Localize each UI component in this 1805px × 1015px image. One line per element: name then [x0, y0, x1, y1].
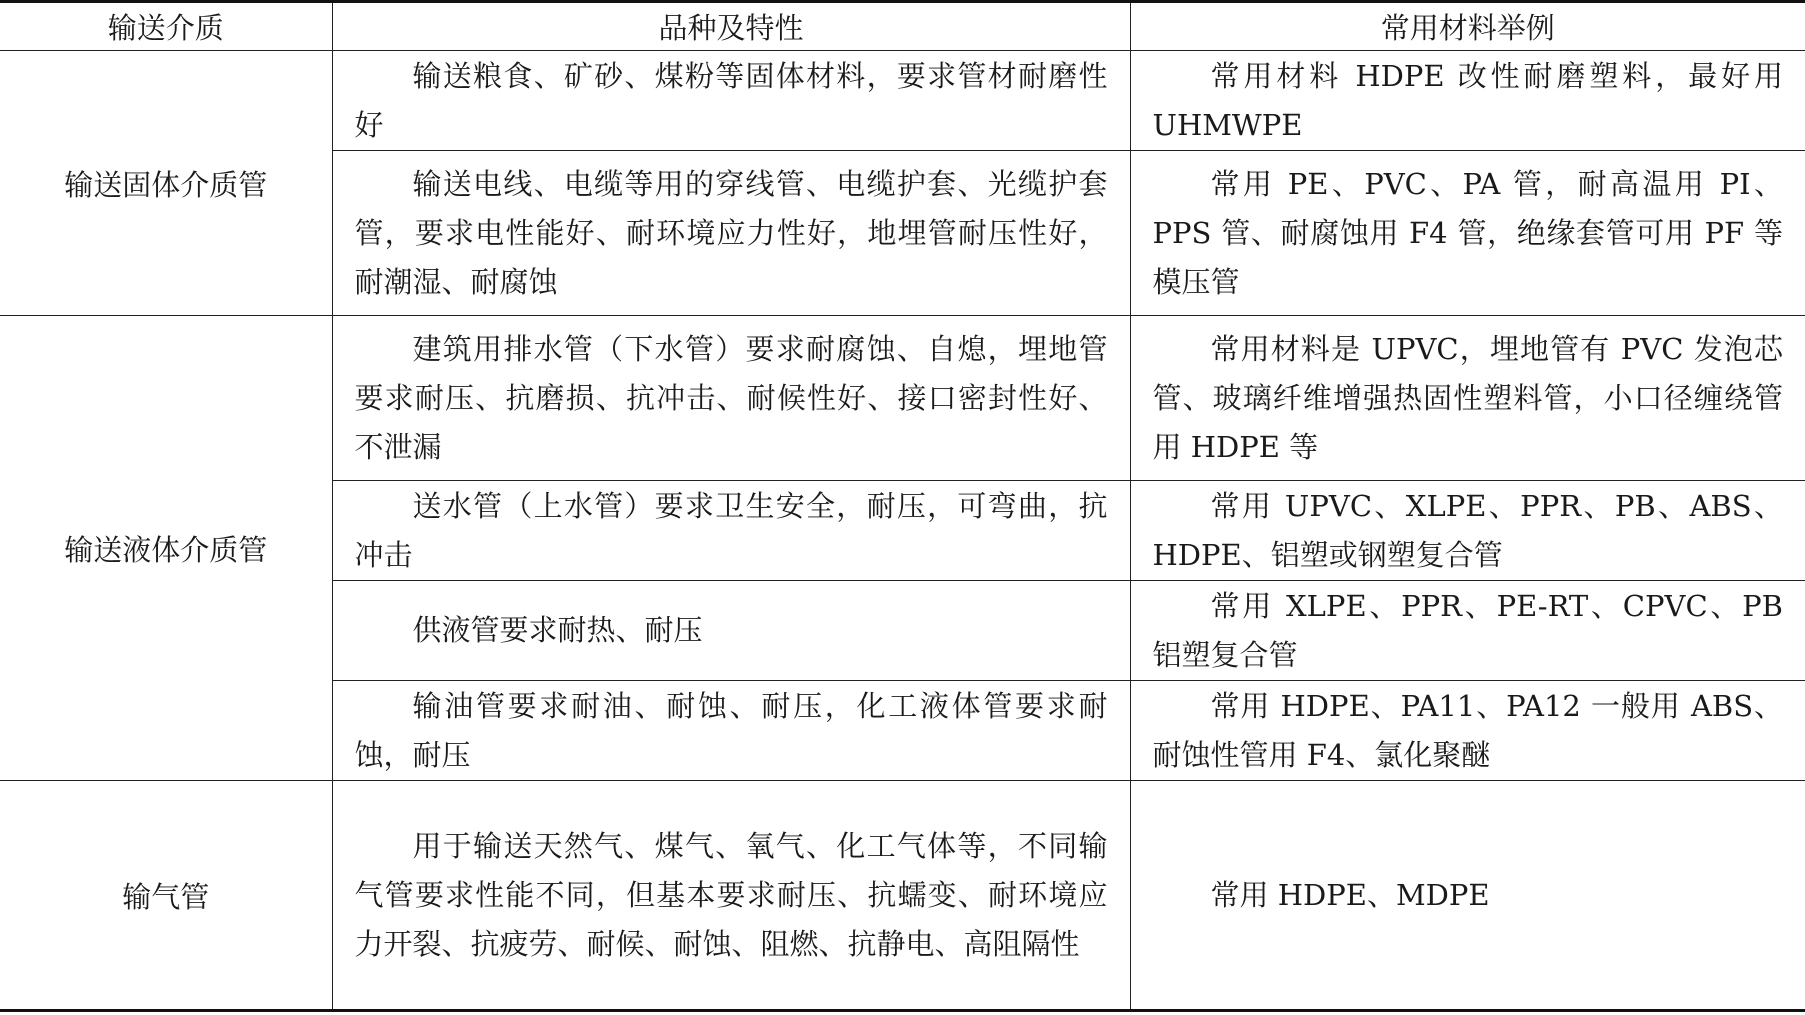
- materials-text: 常用材料 HDPE 改性耐磨塑料，最好用 UHMWPE: [1152, 58, 1783, 142]
- medium-cell-liquid: 输送液体介质管: [0, 316, 332, 781]
- properties-cell: [332, 781, 1130, 1011]
- properties-text: 输油管要求耐油、耐蚀、耐压，化工液体管要求耐蚀，耐压: [354, 688, 1108, 772]
- properties-cell: [332, 316, 1130, 481]
- materials-text: 常用 HDPE、PA11、PA12 一般用 ABS、耐蚀性管用 F4、氯化聚醚: [1152, 688, 1783, 772]
- header-medium: 输送介质: [0, 2, 332, 51]
- materials-text: 常用 XLPE、PPR、PE-RT、CPVC、PB 铝塑复合管: [1152, 588, 1783, 672]
- medium-cell-gas: 输气管: [0, 781, 332, 1011]
- properties-text: 输送粮食、矿砂、煤粉等固体材料，要求管材耐磨性好: [354, 58, 1108, 142]
- properties-cell: [332, 481, 1130, 581]
- properties-text: 供液管要求耐热、耐压: [412, 613, 703, 647]
- materials-cell: [1130, 681, 1805, 781]
- properties-text: 用于输送天然气、煤气、氧气、化工气体等，不同输气管要求性能不同，但基本要求耐压、抗蠕变、耐环境应力开裂、抗疲劳、耐候、耐蚀、阻燃、抗静电、高阻隔性: [354, 828, 1108, 961]
- table-row: [0, 781, 1805, 1011]
- header-materials: 常用材料举例: [1130, 2, 1805, 51]
- properties-text: 输送电线、电缆等用的穿线管、电缆护套、光缆护套管，要求电性能好、耐环境应力性好，地埋管耐压性好，耐潮湿、耐腐蚀: [354, 166, 1108, 299]
- properties-text: 建筑用排水管（下水管）要求耐腐蚀、自熄，埋地管要求耐压、抗磨损、抗冲击、耐候性好、接口密封性好、不泄漏: [354, 331, 1108, 464]
- properties-cell: [332, 51, 1130, 151]
- materials-cell: [1130, 151, 1805, 316]
- materials-text: 常用材料是 UPVC，埋地管有 PVC 发泡芯管、玻璃纤维增强热固性塑料管，小口径缠绕管用 HDPE 等: [1152, 331, 1783, 464]
- header-properties: 品种及特性: [332, 2, 1130, 51]
- materials-text: 常用 HDPE、MDPE: [1210, 877, 1490, 912]
- materials-cell: [1130, 781, 1805, 1011]
- properties-text: 送水管（上水管）要求卫生安全，耐压，可弯曲，抗冲击: [354, 488, 1108, 572]
- table-row: [0, 316, 1805, 481]
- materials-text: 常用 UPVC、XLPE、PPR、PB、ABS、HDPE、铝塑或钢塑复合管: [1152, 488, 1783, 572]
- materials-text: 常用 PE、PVC、PA 管，耐高温用 PI、PPS 管、耐腐蚀用 F4 管，绝缘套管可用 PF 等模压管: [1152, 166, 1783, 299]
- properties-cell: [332, 581, 1130, 681]
- materials-cell: [1130, 316, 1805, 481]
- medium-cell-solid: 输送固体介质管: [0, 51, 332, 316]
- properties-cell: [332, 681, 1130, 781]
- properties-cell: [332, 151, 1130, 316]
- materials-cell: [1130, 481, 1805, 581]
- table-row: [0, 51, 1805, 151]
- materials-cell: [1130, 51, 1805, 151]
- header-row: [0, 2, 1805, 51]
- materials-cell: [1130, 581, 1805, 681]
